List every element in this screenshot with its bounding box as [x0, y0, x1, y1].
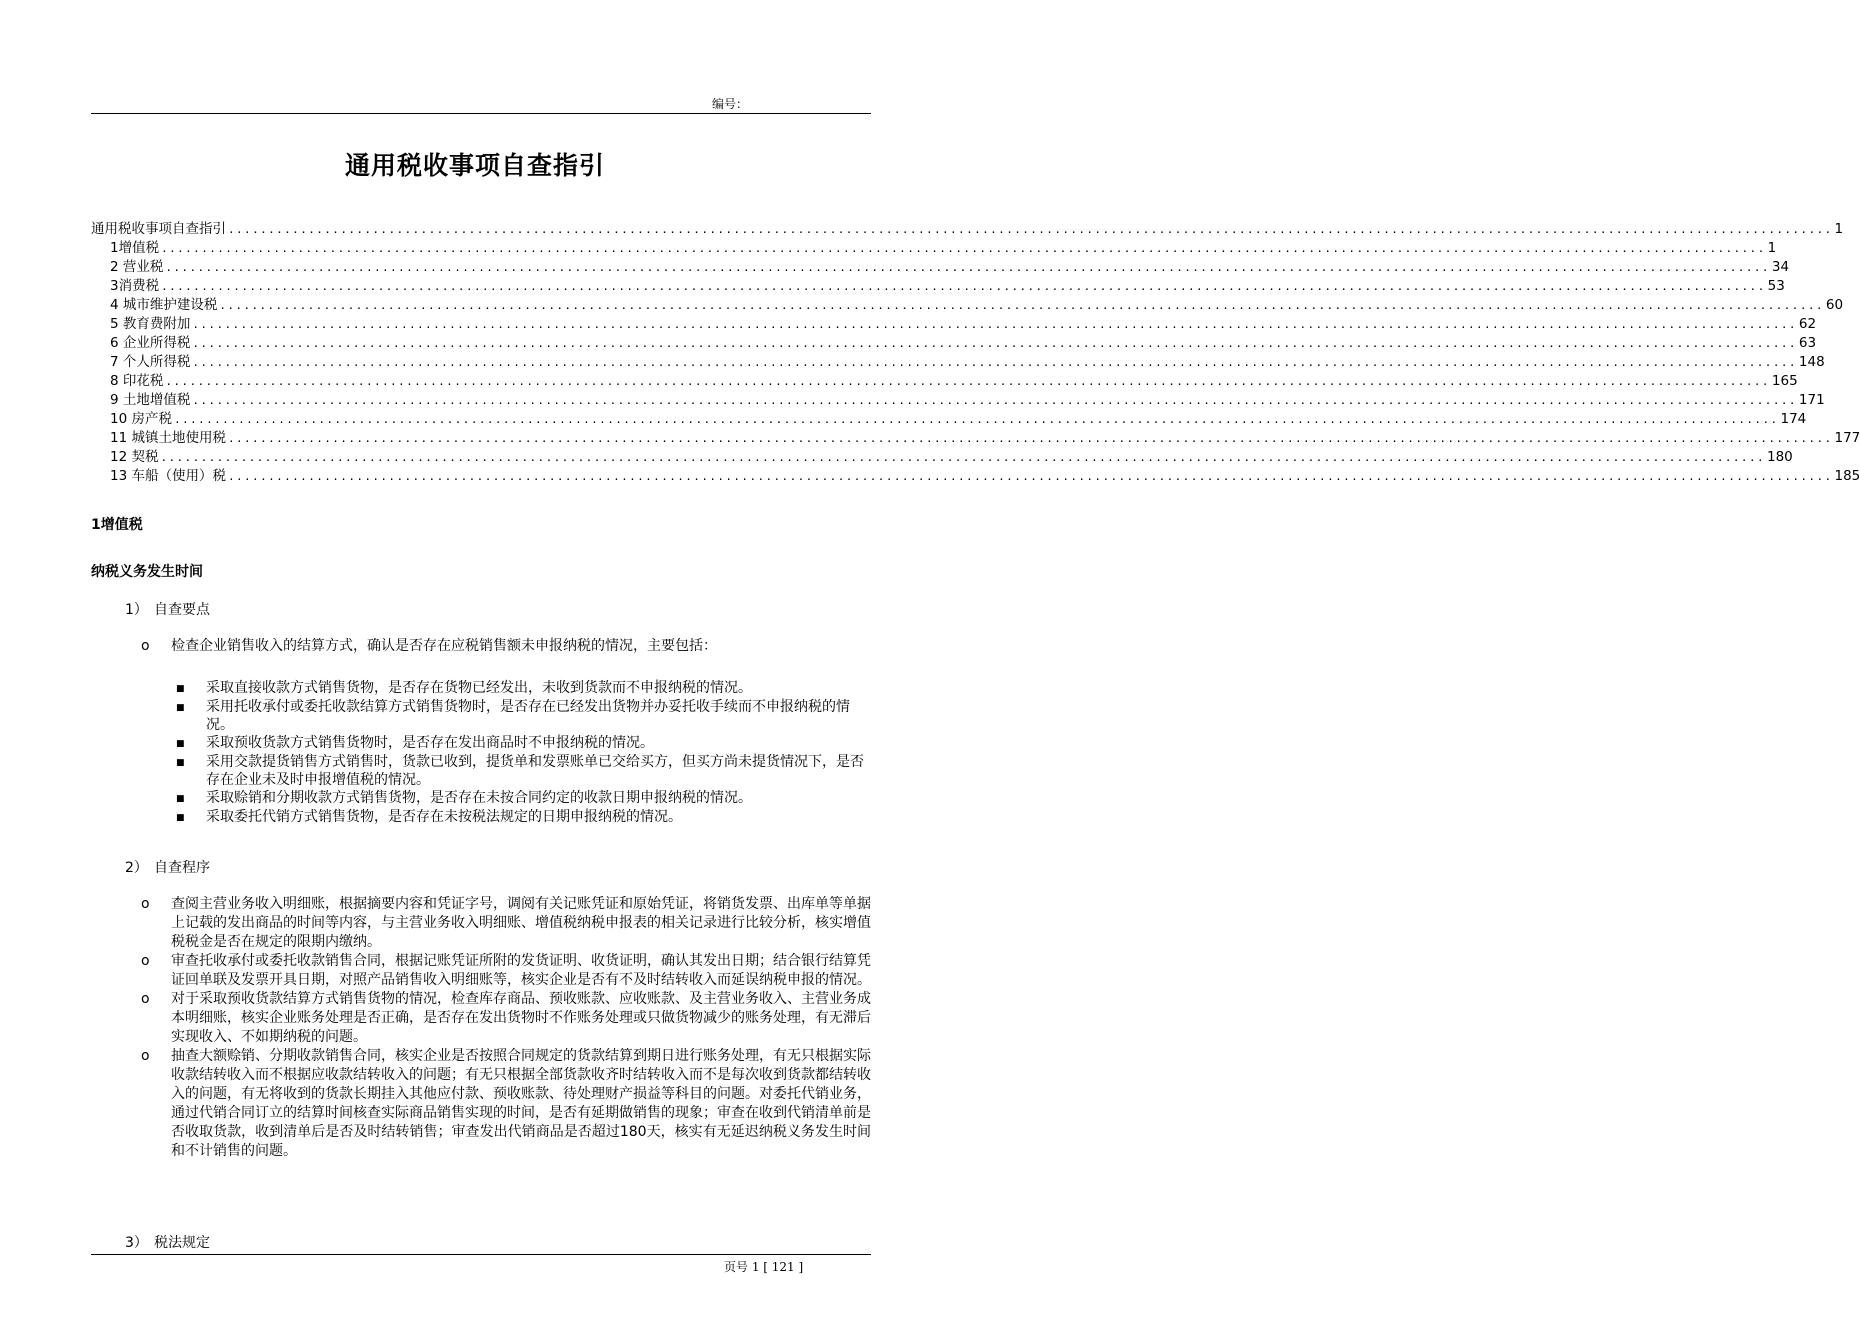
circle-bullet-icon: o [141, 953, 150, 969]
toc-leader-dots: ........................................................................................................................................................................................................ [173, 413, 1779, 426]
header-rule [91, 113, 871, 114]
square-bullet-icon: ■ [176, 813, 185, 823]
list-item-text: 检查企业销售收入的结算方式，确认是否存在应税销售额未申报纳税的情况，主要包括： [171, 638, 717, 654]
toc-entry-page: 63 [1798, 335, 1817, 351]
item-number: 2） [125, 860, 148, 876]
toc-entry-page: 53 [1767, 278, 1785, 294]
toc-leader-dots: ........................................................................................................................................................................................................ [192, 318, 1797, 331]
toc-entry[interactable] [91, 429, 1860, 448]
toc-leader-dots: ........................................................................................................................................................................................................ [192, 337, 1797, 350]
toc-leader-dots: ........................................................................................................................................................................................................ [227, 470, 1833, 483]
o-list-procedures [141, 895, 871, 1161]
list-item [176, 753, 866, 789]
square-bullet-icon: ■ [176, 684, 185, 694]
toc-entry-label: 10 房产税 [110, 411, 172, 427]
list-item-text: 采用托收承付或委托收款结算方式销售货物时，是否存在已经发出货物并办妥托收手续而不申报纳税的情况。 [206, 699, 850, 733]
toc-entry-page: 1 [1767, 240, 1777, 256]
list-item-text: 采取委托代销方式销售货物，是否存在未按税法规定的日期申报纳税的情况。 [206, 809, 682, 825]
toc-leader-dots: ........................................................................................................................................................................................................ [228, 223, 1833, 236]
toc-entry-label: 5 教育费附加 [110, 316, 191, 332]
document-title: 通用税收事项自查指引 [344, 151, 605, 180]
toc-entry-page: 165 [1771, 373, 1798, 389]
square-bullet-icon: ■ [176, 703, 185, 713]
circle-bullet-icon: o [141, 1048, 150, 1064]
toc-entry-label: 8 印花税 [110, 373, 164, 389]
toc-entry-label: 4 城市维护建设税 [110, 297, 218, 313]
circle-bullet-icon: o [141, 638, 150, 654]
list-item [176, 789, 866, 808]
toc-entry[interactable] [91, 220, 1844, 239]
toc-leader-dots: ........................................................................................................................................................................................................ [227, 432, 1833, 445]
document-number-label: 编号： [712, 97, 749, 111]
toc-leader-dots: ........................................................................................................................................................................................................ [192, 394, 1797, 407]
list-item-text: 对于采取预收货款结算方式销售货物的情况，检查库存商品、预收账款、应收账款、及主营业务收入、主营业务成本明细账，核实企业账务处理是否正确，是否存在发出货物时不作账务处理或只做货物减少的账务处理，有无滞后实现收入、不如期纳税的问题。 [171, 991, 871, 1045]
item-number: 1） [125, 602, 148, 618]
list-item [141, 990, 871, 1047]
subsection-heading-tax-time: 纳税义务发生时间 [91, 564, 203, 580]
list-item [176, 698, 866, 734]
toc-entry-page: 174 [1780, 411, 1807, 427]
toc-entry[interactable] [91, 258, 1790, 277]
list-item [176, 679, 866, 698]
toc-entry-page: 34 [1771, 259, 1790, 275]
list-item [176, 734, 866, 753]
toc-entry-page: 171 [1798, 392, 1825, 408]
toc-leader-dots: ........................................................................................................................................................................................................ [161, 280, 1766, 293]
table-of-contents [91, 220, 1860, 486]
list-item-text: 采取直接收款方式销售货物，是否存在货物已经发出，未收到货款而不申报纳税的情况。 [206, 680, 752, 696]
toc-entry-page: 177 [1834, 430, 1860, 446]
item-label: 自查要点 [154, 602, 210, 618]
item-label: 税法规定 [154, 1235, 210, 1251]
toc-entry[interactable] [91, 277, 1785, 296]
item-self-check-points [125, 599, 210, 619]
toc-entry-label: 3消费税 [110, 278, 160, 294]
toc-entry-label: 7 个人所得税 [110, 354, 191, 370]
toc-entry-label: 2 营业税 [110, 259, 164, 275]
item-tax-law [125, 1232, 210, 1252]
list-item-text: 采用交款提货销售方式销售时，货款已收到，提货单和发票账单已交给买方，但买方尚未提货情况下，是否存在企业未及时申报增值税的情况。 [206, 754, 864, 788]
toc-entry[interactable] [91, 296, 1844, 315]
footer-rule [91, 1254, 871, 1255]
list-item-text: 查阅主营业务收入明细账，根据摘要内容和凭证字号，调阅有关记账凭证和原始凭证，将销货发票、出库单等单据上记载的发出商品的时间等内容，与主营业务收入明细账、增值税纳税申报表的相关记录进行比较分析，核实增值税税金是否在规定的限期内缴纳。 [171, 896, 871, 950]
o-list-check-points [141, 637, 871, 656]
toc-entry[interactable] [91, 372, 1798, 391]
toc-leader-dots: ........................................................................................................................................................................................................ [219, 299, 1824, 312]
circle-bullet-icon: o [141, 991, 150, 1007]
toc-entry-page: 148 [1798, 354, 1825, 370]
toc-entry[interactable] [91, 410, 1807, 429]
toc-entry[interactable] [91, 334, 1817, 353]
list-item [141, 952, 871, 990]
list-item-text: 审查托收承付或委托收款销售合同，根据记账凭证所附的发货证明、收货证明，确认其发出日期；结合银行结算凭证回单联及发票开具日期，对照产品销售收入明细账等，核实企业是否有不及时结转收入而延误纳税申报的情况。 [171, 953, 871, 988]
toc-leader-dots: ........................................................................................................................................................................................................ [160, 451, 1765, 464]
toc-entry-page: 185 [1834, 468, 1860, 484]
page-footer: 页号 1 [ 121 ] [724, 1260, 804, 1274]
toc-entry-page: 1 [1834, 221, 1844, 237]
toc-leader-dots: ........................................................................................................................................................................................................ [165, 261, 1770, 274]
item-number: 3） [125, 1235, 148, 1251]
toc-entry-label: 1增值税 [110, 240, 160, 256]
square-bullet-icon: ■ [176, 794, 185, 804]
list-item-text: 采取预收货款方式销售货物时，是否存在发出商品时不申报纳税的情况。 [206, 735, 654, 751]
toc-entry[interactable] [91, 315, 1817, 334]
toc-entry-label: 通用税收事项自查指引 [91, 221, 226, 237]
list-item [141, 1047, 871, 1161]
toc-entry-label: 6 企业所得税 [110, 335, 191, 351]
toc-leader-dots: ........................................................................................................................................................................................................ [161, 242, 1766, 255]
square-bullet-list [176, 679, 866, 827]
toc-entry-label: 11 城镇土地使用税 [110, 430, 226, 446]
section-heading-vat: 1增值税 [91, 517, 143, 533]
toc-entry-label: 13 车船（使用）税 [110, 468, 226, 484]
list-item-text: 采取赊销和分期收款方式销售货物，是否存在未按合同约定的收款日期申报纳税的情况。 [206, 790, 752, 806]
toc-entry[interactable] [91, 239, 1777, 258]
item-self-check-procedure [125, 857, 210, 877]
toc-entry-page: 62 [1798, 316, 1817, 332]
toc-entry-page: 180 [1767, 449, 1793, 465]
list-item [176, 808, 866, 827]
toc-leader-dots: ........................................................................................................................................................................................................ [165, 375, 1770, 388]
toc-entry[interactable] [91, 467, 1860, 486]
list-item [141, 637, 871, 656]
toc-entry[interactable] [91, 448, 1793, 467]
square-bullet-icon: ■ [176, 758, 185, 768]
toc-leader-dots: ........................................................................................................................................................................................................ [192, 356, 1797, 369]
toc-entry-page: 60 [1825, 297, 1844, 313]
list-item [141, 895, 871, 952]
toc-entry-label: 12 契税 [110, 449, 159, 465]
list-item-text: 抽查大额赊销、分期收款销售合同，核实企业是否按照合同规定的货款结算到期日进行账务处理，有无只根据实际收款结转收入而不根据应收款结转收入的问题；有无只根据全部货款收齐时结转收入而不是每次收到货款都结转收入的问题，有无将收到的货款长期挂入其他应付款、预收账款、待处理财产损益等科目的问题。对委托代销业务，通过代销合同订立的结算时间核查实际商品销售实现的时间，是否有延期做销售的现象；审查在收到代销清单前是否收取货款，收到清单后是否及时结转销售；审查发出代销商品是否超过180天，核实有无延迟纳税义务发生时间和不计销售的问题。 [171, 1048, 871, 1159]
toc-entry[interactable] [91, 353, 1825, 372]
toc-entry[interactable] [91, 391, 1825, 410]
circle-bullet-icon: o [141, 896, 150, 912]
square-bullet-icon: ■ [176, 739, 185, 749]
item-label: 自查程序 [154, 860, 210, 876]
toc-entry-label: 9 土地增值税 [110, 392, 191, 408]
